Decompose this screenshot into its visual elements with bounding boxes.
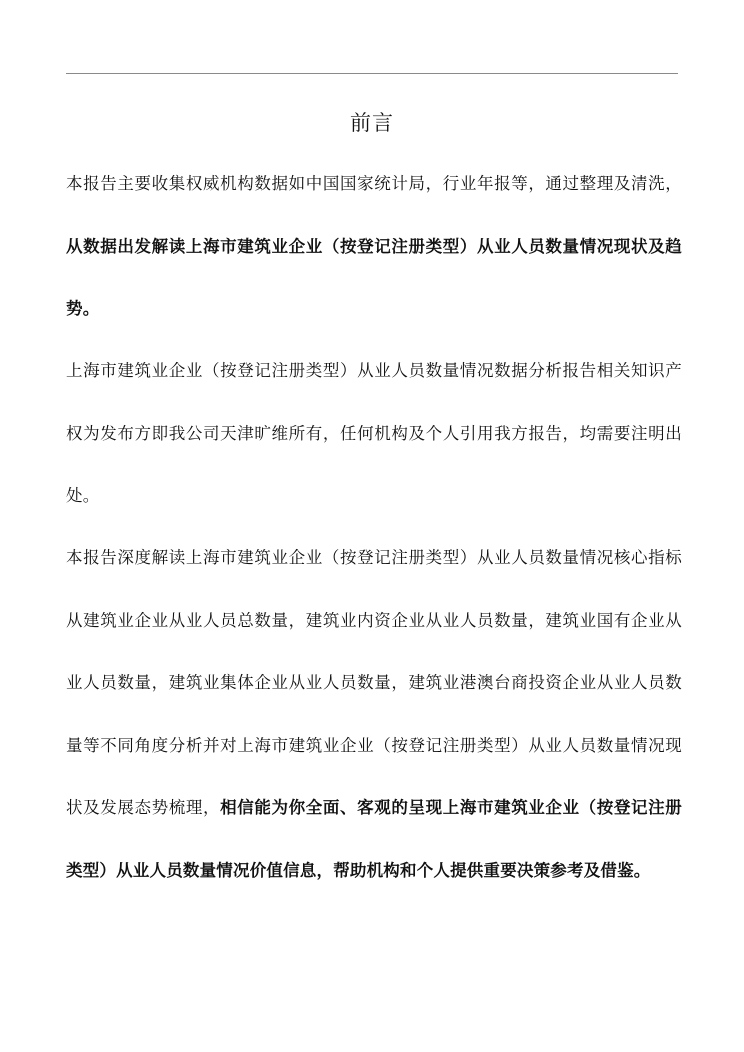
header-rule [66, 73, 678, 74]
paragraph-intro-emphasis: 从数据出发解读上海市建筑业企业（按登记注册类型）从业人员数量情况现状及趋势。 [66, 236, 682, 318]
paragraph-copyright [66, 340, 682, 528]
paragraph-summary-text: 本报告深度解读上海市建筑业企业（按登记注册类型）从业人员数量情况核心指标从建筑业企业从业人员总数量，建筑业内资企业从业人员数量，建筑业国有企业从业人员数量，建筑业集体企业从业人员数量，建筑业港澳台商投资企业从业人员数量等不同角度分析并对上海市建筑业企业（按登记注册类型）从业人员数量情况现状及发展态势梳理， [66, 548, 682, 817]
paragraph-summary-emphasis: 相信能为你全面、客观的呈现上海市建筑业企业（按登记注册类型）从业人员数量情况价值信息，帮助机构和个人提供重要决策参考及借鉴。 [66, 798, 682, 880]
paragraph-copyright-text: 上海市建筑业企业（按登记注册类型）从业人员数量情况数据分析报告相关知识产权为发布方即我公司天津旷维所有，任何机构及个人引用我方报告，均需要注明出处。 [66, 361, 682, 505]
paragraph-summary [66, 527, 682, 902]
paragraph-intro-text: 本报告主要收集权威机构数据如中国国家统计局，行业年报等，通过整理及清洗， [66, 174, 682, 193]
paragraph-intro [66, 153, 682, 341]
page-title: 前言 [350, 111, 394, 135]
